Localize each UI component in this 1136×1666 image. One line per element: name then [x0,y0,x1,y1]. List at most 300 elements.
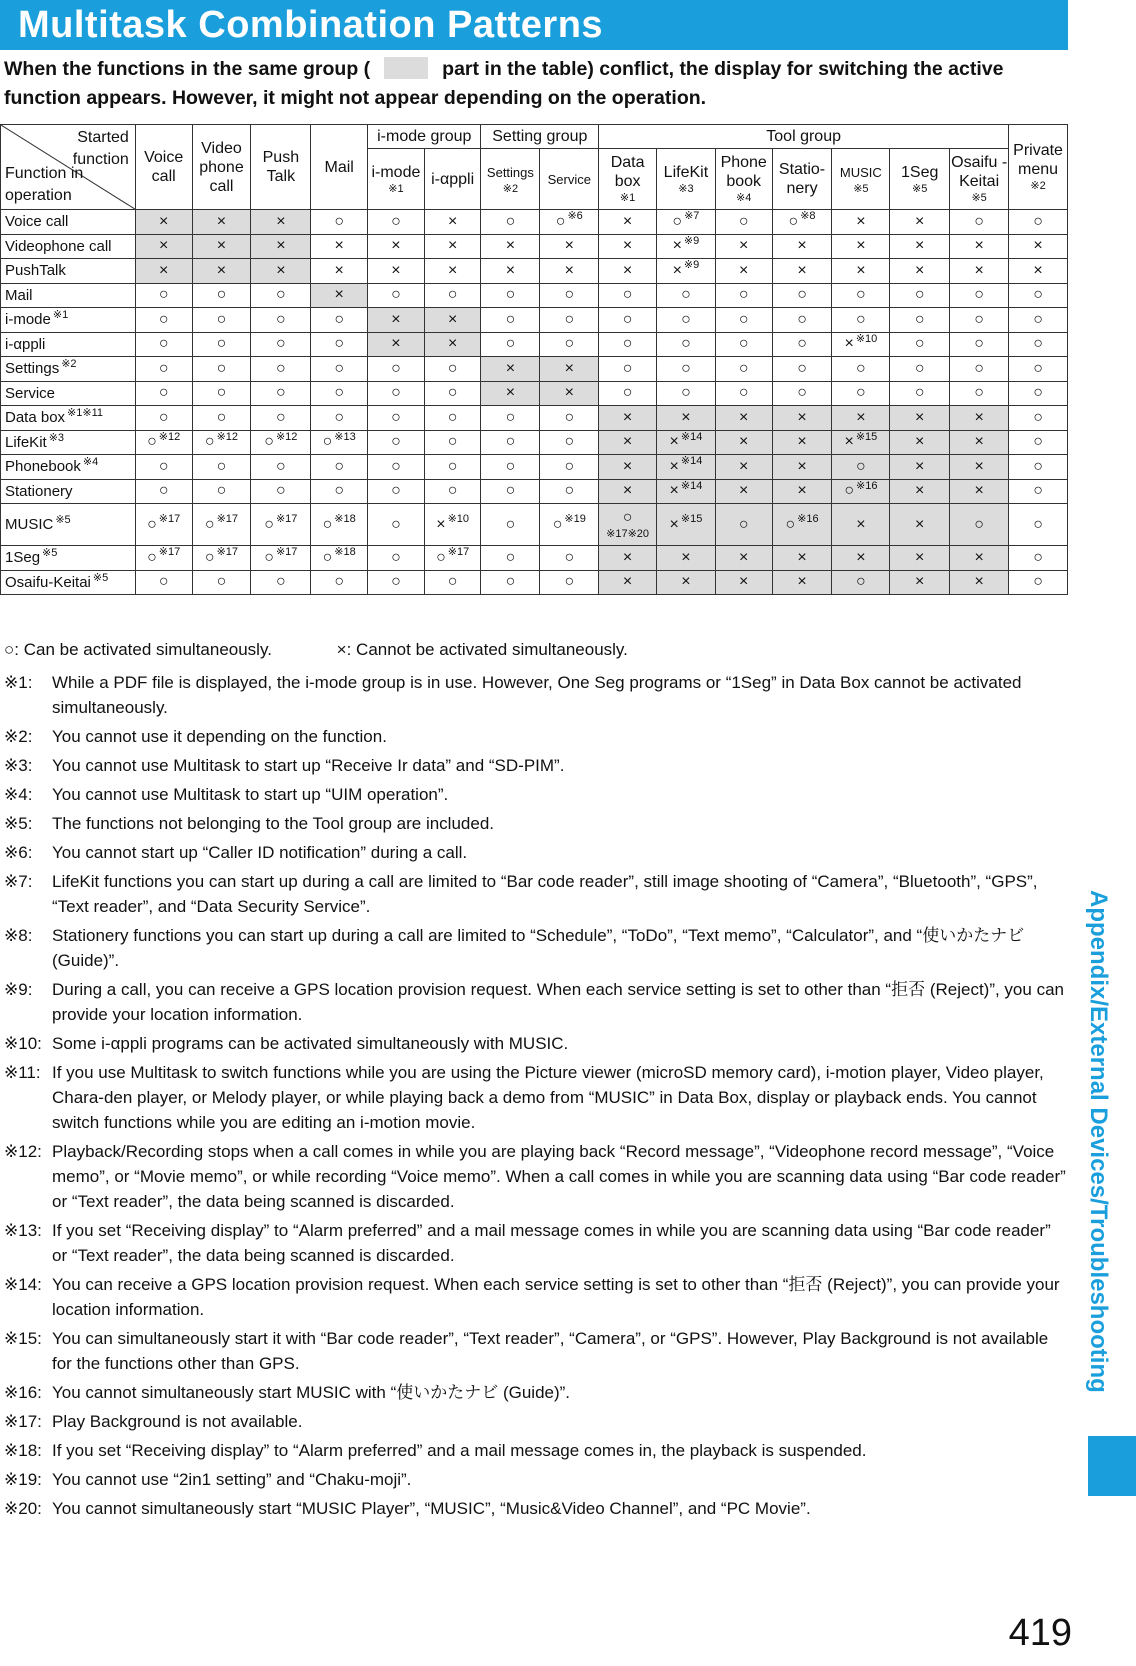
table-cell: ○ $^{※17}$ [135,546,192,571]
table-cell: × [890,234,950,259]
table-row [1,234,1068,259]
footnote [4,1409,1066,1434]
table-cell: × [656,546,715,571]
table-row [1,546,1068,571]
footnote [4,1438,1066,1463]
table-cell: × [772,455,832,480]
table-row [1,479,1068,504]
table-cell: × [715,455,772,480]
table-cell: ○ [950,332,1009,357]
table-cell: ○ [368,283,425,308]
legend-cannot: ×: Cannot be activated simultaneously. [336,640,628,659]
table-cell: × [599,546,657,571]
table-cell: × [481,234,540,259]
table-row [1,406,1068,431]
table-row [1,210,1068,235]
table-cell: × [251,210,311,235]
table-cell: ○ $^{※17}$ [424,546,481,571]
table-cell: ○ $^{※18}$ [311,504,368,546]
table-cell: ○ [1009,332,1068,357]
table-cell: ○ [481,570,540,595]
table-cell: ○ [311,570,368,595]
corner-started-label: Started function [72,129,129,168]
table-cell: ○ [424,455,481,480]
table-cell: × [599,259,657,284]
page-title: Multitask Combination Patterns [18,4,604,46]
table-cell: × [192,234,251,259]
table-cell: ○ [950,381,1009,406]
table-cell: ○ [950,357,1009,382]
table-cell: ○ [715,504,772,546]
table-cell: × [890,504,950,546]
table-cell: ○ [424,430,481,455]
table-cell: ○ [540,430,599,455]
table-cell: × [251,234,311,259]
table-cell: ○ [1009,570,1068,595]
table-cell: × [832,546,890,571]
side-tab [1084,890,1136,1430]
table-cell: × [135,210,192,235]
footnote-mark: ※9: [4,980,33,999]
table-cell: × [715,430,772,455]
table-cell: × [715,234,772,259]
table-cell: × [368,259,425,284]
table-cell: ○ [368,455,425,480]
table-cell: × [424,259,481,284]
col-header-lifekit: LifeKit ※3 [656,149,715,210]
table-cell: × [715,259,772,284]
table-cell: ○ [540,308,599,333]
table-cell: ○ [832,357,890,382]
table-cell: ○ [368,430,425,455]
side-tab-block [1088,1436,1136,1496]
footnote-mark: ※14: [4,1275,42,1294]
footnote-text: You cannot use it depending on the function. [52,727,387,746]
table-cell: × [890,259,950,284]
col-header-stationery: Statio- nery [772,149,832,210]
table-cell: ○ [1009,504,1068,546]
table-cell: ○ [1009,381,1068,406]
table-cell: × [950,570,1009,595]
table-cell: ○ [1009,406,1068,431]
table-cell: ○ [251,381,311,406]
table-cell: ○ [481,455,540,480]
table-row [1,357,1068,382]
table-cell: × $^{※9}$ [656,259,715,284]
table-cell: ○ [251,406,311,431]
corner-function-label: Function in operation [5,165,84,204]
table-cell: × [772,259,832,284]
table-cell: × [1009,259,1068,284]
table-cell: ○ [540,570,599,595]
footnote [4,670,1066,720]
footnote-text: You cannot use Multitask to start up “UIM operation”. [52,785,449,804]
table-cell: × [950,259,1009,284]
col-header-1seg: 1Seg ※5 [890,149,950,210]
table-cell: × [599,570,657,595]
table-cell: ○ [599,283,657,308]
table-cell: ○ $^{※6}$ [540,210,599,235]
table-cell: × [950,546,1009,571]
group-header-tool: Tool group [599,125,1009,149]
table-cell: ○ [424,406,481,431]
table-cell: ○ [656,357,715,382]
table-cell: ○ [656,332,715,357]
table-cell: ○ [311,455,368,480]
table-cell: × [772,234,832,259]
table-cell: ○ [715,381,772,406]
table-cell: × [890,430,950,455]
table-cell: ○ [424,381,481,406]
table-cell: ○ [311,406,368,431]
row-label: Phonebook $^{※4}$ [1,455,136,480]
table-cell: ○ [251,308,311,333]
footnote [4,753,1066,778]
table-cell: ○ [424,479,481,504]
table-cell: × [599,210,657,235]
table-cell: × [481,357,540,382]
table-cell: × [368,332,425,357]
table-cell: × [424,308,481,333]
table-cell: ○ [715,210,772,235]
table-cell: × [540,357,599,382]
table-cell: ○ [950,210,1009,235]
footnote-mark: ※17: [4,1412,42,1431]
footnote-mark: ※15: [4,1329,42,1348]
table-cell: × [772,406,832,431]
table-cell: ○ [1009,455,1068,480]
col-header-service: Service [540,149,599,210]
table-row [1,504,1068,546]
table-cell: × [832,210,890,235]
table-cell: ○ [1009,546,1068,571]
table-cell: ○ [192,308,251,333]
table-cell: × $^{※10}$ [832,332,890,357]
footnote-mark: ※5: [4,814,33,833]
table-cell: ○ [772,381,832,406]
table-cell: ○ $^{※17}$ [192,504,251,546]
table-row [1,308,1068,333]
footnote-mark: ※8: [4,926,33,945]
table-cell: ○ [1009,308,1068,333]
footnote [4,1326,1066,1376]
table-cell: × [715,546,772,571]
table-cell: × [890,455,950,480]
table-cell: ○ [251,357,311,382]
table-cell: × [1009,234,1068,259]
table-cell: ○ [192,283,251,308]
table-cell: ○ [890,283,950,308]
table-cell: ○ [950,308,1009,333]
footnote-text: If you set “Receiving display” to “Alarm preferred” and a mail message comes in, the playback is suspended. [52,1441,867,1460]
table-cell: × [772,546,832,571]
table-cell: × [540,381,599,406]
footnote [4,1496,1066,1521]
footnote-text: You cannot simultaneously start “MUSIC Player”, “MUSIC”, “Music&Video Channel”, and “PC Movie”. [52,1499,811,1518]
table-cell: ○ [772,357,832,382]
footnote-text: LifeKit functions you can start up during a call are limited to “Bar code reader”, still image shooting of “Camera”, “Bluetooth”, “GPS”, “Text reader”, and “Data Security Service”. [52,872,1038,916]
table-cell: ○ ※17※20 [599,504,657,546]
table-cell: ○ [950,504,1009,546]
table-cell: ○ [192,479,251,504]
table-cell: ○ [832,455,890,480]
table-cell: × [890,479,950,504]
table-cell: ○ [424,357,481,382]
table-cell: × $^{※14}$ [656,430,715,455]
table-cell: ○ [540,406,599,431]
row-label: Service [1,381,136,406]
table-cell: × [424,234,481,259]
table-cell: × [599,234,657,259]
table-cell: × [715,406,772,431]
col-header-data-box: Data box ※1 [599,149,657,210]
table-cell: × [950,455,1009,480]
footnote [4,1272,1066,1322]
table-cell: ○ [950,283,1009,308]
table-cell: ○ $^{※12}$ [192,430,251,455]
footnote-mark: ※3: [4,756,33,775]
table-cell: ○ [890,357,950,382]
footnotes [4,670,1066,1525]
table-row [1,283,1068,308]
table-cell: ○ [715,308,772,333]
footnote-mark: ※1: [4,673,33,692]
table-cell: × [832,234,890,259]
table-cell: × [890,546,950,571]
table-cell: ○ $^{※12}$ [251,430,311,455]
table-cell: ○ [192,570,251,595]
table-cell: ○ [135,455,192,480]
table-cell: × [832,406,890,431]
table-cell: × [715,570,772,595]
footnote-text: You cannot use Multitask to start up “Receive Ir data” and “SD-PIM”. [52,756,565,775]
table-cell: ○ [1009,210,1068,235]
table-cell: ○ [368,357,425,382]
table-row [1,381,1068,406]
col-header-imode: i-mode ※1 [368,149,425,210]
table-cell: × [599,430,657,455]
table-cell: ○ [540,283,599,308]
table-cell: × [251,259,311,284]
table-cell: × $^{※15}$ [832,430,890,455]
col-header-mail: Mail [311,125,368,210]
table-cell: ○ [540,546,599,571]
table-cell: × [540,234,599,259]
footnote [4,1467,1066,1492]
footnote-text: Stationery functions you can start up during a call are limited to “Schedule”, “ToDo”, “Text memo”, “Calculator”, and “使いかたナビ (Guide)”. [52,926,1025,970]
row-label: Videophone call [1,234,136,259]
gray-sample-swatch [384,57,428,79]
footnote [4,840,1066,865]
footnote-mark: ※18: [4,1441,42,1460]
table-cell: ○ $^{※16}$ [832,479,890,504]
table-cell: ○ [890,381,950,406]
table-cell: ○ [311,479,368,504]
table-cell: ○ [1009,430,1068,455]
table-cell: ○ [192,357,251,382]
row-label: Voice call [1,210,136,235]
table-cell: × [950,406,1009,431]
table-cell: × [656,570,715,595]
table-cell: × $^{※10}$ [424,504,481,546]
table-cell: × [311,259,368,284]
footnote-text: Playback/Recording stops when a call comes in while you are playing back “Record message”, “Videophone record message”, “Voice memo”, or “Movie memo”, or while recording “Voice memo”. When a call comes in while you are scanning data using “Bar code reader” or “Text reader”, the data being scanned is discarded. [52,1142,1066,1211]
table-cell: ○ [832,381,890,406]
table-cell: ○ [599,357,657,382]
table-cell: ○ [368,504,425,546]
table-cell: ○ [135,381,192,406]
footnote-mark: ※11: [4,1063,41,1082]
table-cell: ○ [715,283,772,308]
table-row [1,430,1068,455]
footnote [4,1380,1066,1405]
row-label: Stationery [1,479,136,504]
table-cell: ○ [1009,283,1068,308]
table-cell: ○ [368,210,425,235]
col-header-iappli: i-αppli [424,149,481,210]
footnote-mark: ※7: [4,872,33,891]
multitask-table [0,124,1068,595]
footnote-text: Play Background is not available. [52,1412,303,1431]
table-cell: ○ $^{※17}$ [251,504,311,546]
table-cell: ○ $^{※7}$ [656,210,715,235]
table-cell: × [772,430,832,455]
footnote-mark: ※4: [4,785,33,804]
table-cell: × [192,259,251,284]
table-cell: × [481,381,540,406]
table-cell: ○ [368,570,425,595]
table-cell: ○ $^{※17}$ [251,546,311,571]
table-cell: ○ $^{※12}$ [135,430,192,455]
footnote [4,923,1066,973]
footnote-mark: ※19: [4,1470,42,1489]
table-cell: ○ $^{※16}$ [772,504,832,546]
table-cell: × [424,210,481,235]
col-header-phone-book: Phone book ※4 [715,149,772,210]
table-cell: ○ [368,479,425,504]
table-cell: × [656,406,715,431]
table-cell: ○ [135,283,192,308]
footnote-text: While a PDF file is displayed, the i-mode group is in use. However, One Seg programs or “1Seg” in Data Box cannot be activated simultaneously. [52,673,1022,717]
table-cell: ○ [540,479,599,504]
row-label: i-αppli [1,332,136,357]
table-row [1,570,1068,595]
footnote-mark: ※12: [4,1142,42,1161]
table-cell: × [950,479,1009,504]
table-cell: ○ [715,357,772,382]
table-cell: × [599,455,657,480]
footnote-mark: ※10: [4,1034,42,1053]
table-cell: ○ [192,381,251,406]
footnote-mark: ※6: [4,843,33,862]
title-bar [0,0,1068,50]
footnote-text: You can receive a GPS location provision request. When each service setting is set to other than “拒否 (Reject)”, you can provide your location information. [52,1275,1060,1319]
col-header-voice-call: Voice call [135,125,192,210]
footnote-text: You cannot use “2in1 setting” and “Chaku-moji”. [52,1470,412,1489]
table-cell: ○ [311,381,368,406]
table-cell: ○ [715,332,772,357]
col-header-osaifu-keitai: Osaifu -Keitai ※5 [950,149,1009,210]
table-cell: ○ [368,381,425,406]
table-cell: ○ [832,283,890,308]
footnote-text: Some i-αppli programs can be activated simultaneously with MUSIC. [52,1034,569,1053]
table-cell: ○ [424,570,481,595]
table-cell: ○ [599,381,657,406]
table-cell: ○ [481,210,540,235]
table-cell: ○ [135,406,192,431]
table-cell: ○ [890,332,950,357]
footnote-text: The functions not belonging to the Tool group are included. [52,814,494,833]
table-cell: ○ [311,357,368,382]
table-cell: ○ [772,332,832,357]
footnote-text: You can simultaneously start it with “Bar code reader”, “Text reader”, “Camera”, or “GPS”. However, Play Background is not available for the functions other than GPS. [52,1329,1049,1373]
footnote [4,1139,1066,1214]
table-cell: ○ [311,308,368,333]
table-cell: × [192,210,251,235]
table-cell: ○ [481,406,540,431]
table-cell: × $^{※14}$ [656,479,715,504]
row-label: Osaifu-Keitai $^{※5}$ [1,570,136,595]
table-cell: × [424,332,481,357]
table-cell: × [135,234,192,259]
table-cell: ○ [540,455,599,480]
group-header-setting: Setting group [481,125,599,149]
table-cell: ○ [192,406,251,431]
footnote-text: You cannot start up “Caller ID notification” during a call. [52,843,468,862]
page-number: 419 [1008,1612,1072,1654]
table-cell: ○ [135,332,192,357]
table-cell: ○ [656,308,715,333]
intro-before: When the functions in the same group ( [4,58,371,80]
col-header-private-menu: Private menu ※2 [1009,125,1068,210]
table-cell: ○ [1009,357,1068,382]
table-cell: × [890,210,950,235]
table-cell: ○ [540,332,599,357]
table-cell: × [540,259,599,284]
table-cell: × [311,234,368,259]
table-cell: ○ [890,308,950,333]
table-cell: ○ [251,332,311,357]
table-cell: ○ [772,283,832,308]
row-label: MUSIC $^{※5}$ [1,504,136,546]
table-cell: ○ [481,430,540,455]
table-cell: × [368,308,425,333]
table-cell: ○ $^{※13}$ [311,430,368,455]
table-cell: ○ [251,479,311,504]
table-cell: × [890,406,950,431]
footnote [4,782,1066,807]
table-cell: ○ [656,381,715,406]
table-cell: × [832,259,890,284]
table-cell: × [950,430,1009,455]
table-cell: ○ [656,283,715,308]
table-cell: ○ [311,210,368,235]
table-cell: ○ $^{※18}$ [311,546,368,571]
footnote-text: During a call, you can receive a GPS location provision request. When each service setting is set to other than “拒否 (Reject)”, you can provide your location information. [52,980,1064,1024]
table-cell: ○ [481,504,540,546]
table-row [1,455,1068,480]
table-cell: ○ $^{※17}$ [192,546,251,571]
table-cell: ○ [599,308,657,333]
table-cell: ○ $^{※8}$ [772,210,832,235]
table-cell: × [715,479,772,504]
row-label: PushTalk [1,259,136,284]
table-cell: × [311,283,368,308]
table-cell: ○ [772,308,832,333]
row-label: i-mode $^{※1}$ [1,308,136,333]
footnote-mark: ※13: [4,1221,42,1240]
table-corner [1,125,136,210]
